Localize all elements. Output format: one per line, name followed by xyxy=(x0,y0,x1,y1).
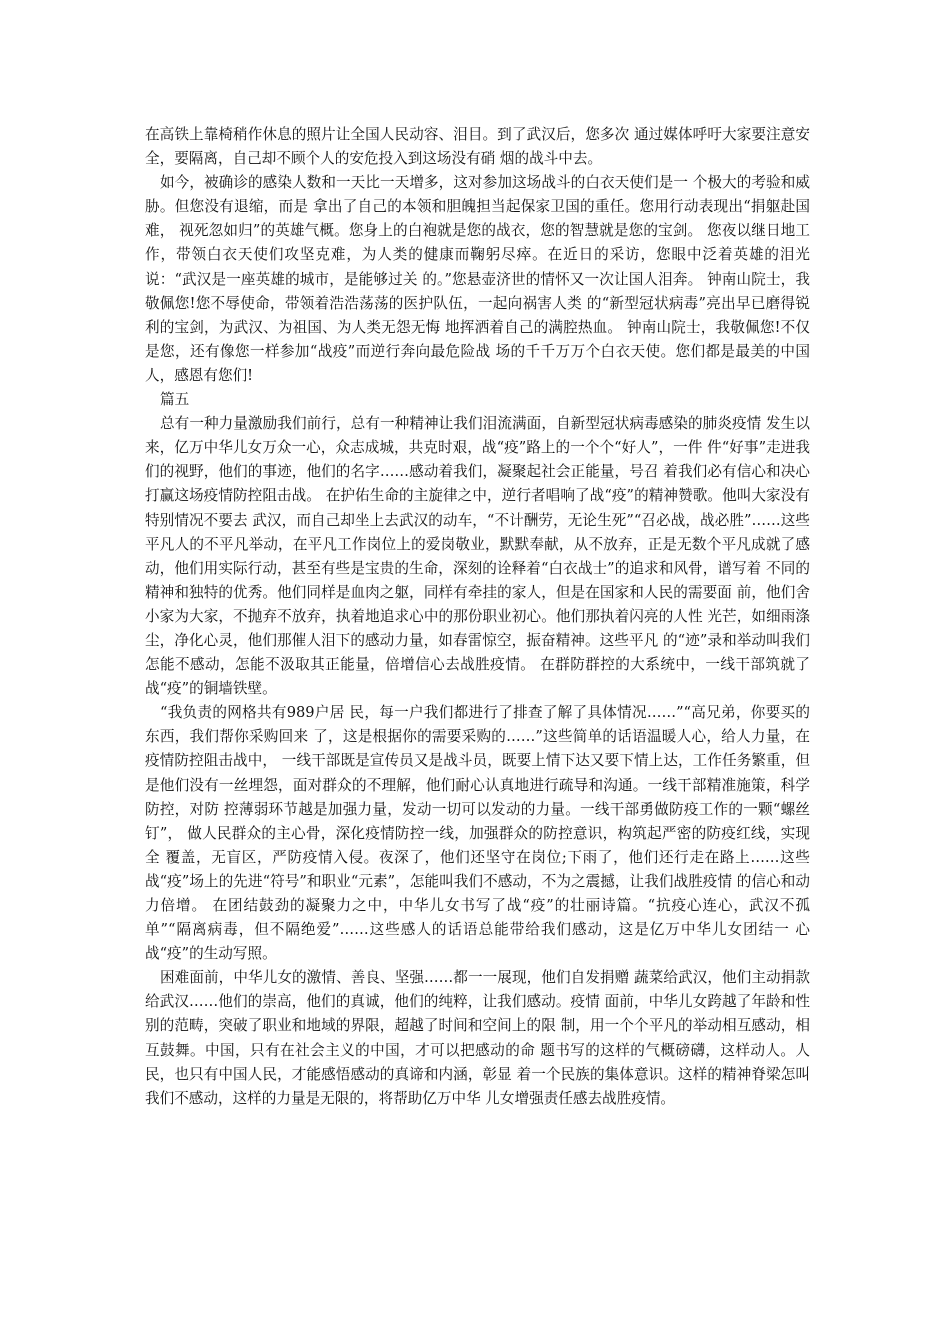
paragraph-intro: 总有一种力量激励我们前行，总有一种精神让我们泪流满面，自新型冠状病毒感染的肺炎疫情 发生以来，亿万中华儿女万众一心，众志成城，共克时艰，战“疫”路上的一个个“好人”，一件 件“好事”走进我们的视野，他们的事迹，他们的名字……感动着我们，凝聚起社会正能量，号召 着我们必有信心和决心打赢这场疫情防控阻击战。 在护佑生命的主旋律之中，逆行者唱响了战“疫”的精神赞歌。他叫大家没有特别情况不要去 武汉，而自己却坐上去武汉的动车，“不计酬劳，无论生死”“召必战，战必胜”……这些平凡人的不平凡举动，在平凡工作岗位上的爱岗敬业，默默奉献，从不放弃，正是无数个平凡成就了感 动，他们用实际行动，甚至有些是宝贵的生命，深刻的诠释着“白衣战士”的追求和风骨，谱写着 不同的精神和独特的优秀。他们同样是血肉之躯，同样有牵挂的家人，但是在国家和人民的需要面 前，他们舍小家为大家，不抛弃不放弃，执着地追求心中的那份职业初心。他们那执着闪亮的人性 光芒，如细雨涤尘，净化心灵，他们那催人泪下的感动力量，如春雷惊空，振奋精神。这些平凡 的“迹”录和举动叫我们怎能不感动，怎能不汲取其正能量，倍增信心去战胜疫情。 在群防群控的大系统中，一线干部筑就了战“疫”的铜墙铁壁。 xyxy=(145,415,810,698)
paragraph-tribute: 如今，被确诊的感染人数和一天比一天增多，这对参加这场战斗的白衣天使们是一 个极大的考验和威胁。但您没有退缩，而是 拿出了自己的本领和胆魄担当起保家卫国的重任。您用行动表现出“捐躯赴国难， 视死忽如归”的英雄气概。您身上的白袍就是您的战衣，您的智慧就是您的宝剑。 您夜以继日地工作，带领白衣天使们攻坚克难，为人类的健康而鞠躬尽瘁。在近日的采访，您眼中泛着英雄的泪光说：“武汉是一座英雄的城市，是能够过关 的。”您悬壶济世的情怀又一次让国人泪奔。 钟南山院士，我敬佩您!您不辱使命，带领着浩浩荡荡的医护队伍，一起向祸害人类 的“新型冠状病毒”亮出早已磨得锐利的宝剑，为武汉、为祖国、为人类无怨无悔 地挥洒着自己的满腔热血。 钟南山院士，我敬佩您!不仅是您，还有像您一样参加“战疫”而逆行奔向最危险战 场的千千万万个白衣天使。您们都是最美的中国人，感恩有您们! xyxy=(145,174,810,384)
document-body xyxy=(145,123,810,1111)
paragraph-conclusion: 困难面前，中华儿女的激情、善良、坚强……都一一展现，他们自发捐赠 蔬菜给武汉，他们主动捐款给武汉……他们的崇高，他们的真诚，他们的纯粹，让我们感动。疫情 面前，中华儿女跨越了年龄和性别的范畴，突破了职业和地域的界限，超越了时间和空间上的限 制，用一个个平凡的举动相互感动，相互鼓舞。中国，只有在社会主义的中国，才可以把感动的命 题书写的这样的气概磅礴，这样动人。人民，也只有中国人民，才能感悟感动的真谛和内涵，彰显 着一个民族的集体意识。这样的精神脊梁怎叫我们不感动，这样的力量是无限的，将帮助亿万中华 儿女增强责任感去战胜疫情。 xyxy=(145,969,810,1107)
paragraph-continuation: 在高铁上靠椅稍作休息的照片让全国人民动容、泪目。到了武汉后，您多次 通过媒体呼吁大家要注意安全，要隔离，自己却不顾个人的安危投入到这场没有硝 烟的战斗中去。 xyxy=(145,126,810,168)
paragraph-cadres: “我负责的网格共有989户居 民，每一户我们都进行了排查了解了具体情况……”“高兄弟，你要买的东西，我们帮你采购回来 了，这是根据你的需要采购的……”这些简单的话语温暖人心，给人力量，在疫情防控阻击战中， 一线干部既是宣传员又是战斗员，既要上情下达又要下情上达，工作任务繁重，但是他们没有一丝埋怨，面对群众的不理解，他们耐心认真地进行疏导和沟通。一线干部精准施策，科学防控，对防 控薄弱环节越是加强力量，发动一切可以发动的力量。一线干部勇做防疫工作的一颗“螺丝钉”， 做人民群众的主心骨，深化疫情防控一线，加强群众的防控意识，构筑起严密的防疫红线，实现全 覆盖，无盲区，严防疫情入侵。夜深了，他们还坚守在岗位;下雨了，他们还行走在路上……这些 战“疫”场上的先进“符号”和职业“元素”，怎能叫我们不感动，不为之震撼，让我们战胜疫情 的信心和动力倍增。 在团结鼓劲的凝聚力之中，中华儿女书写了战“疫”的壮丽诗篇。“抗疫心连心，武汉不孤 单”“隔离病毒，但不隔绝爱”……这些感人的话语总能带给我们感动，这是亿万中华儿女团结一 心战“疫”的生动写照。 xyxy=(145,704,810,963)
section-heading: 篇五 xyxy=(160,391,190,409)
